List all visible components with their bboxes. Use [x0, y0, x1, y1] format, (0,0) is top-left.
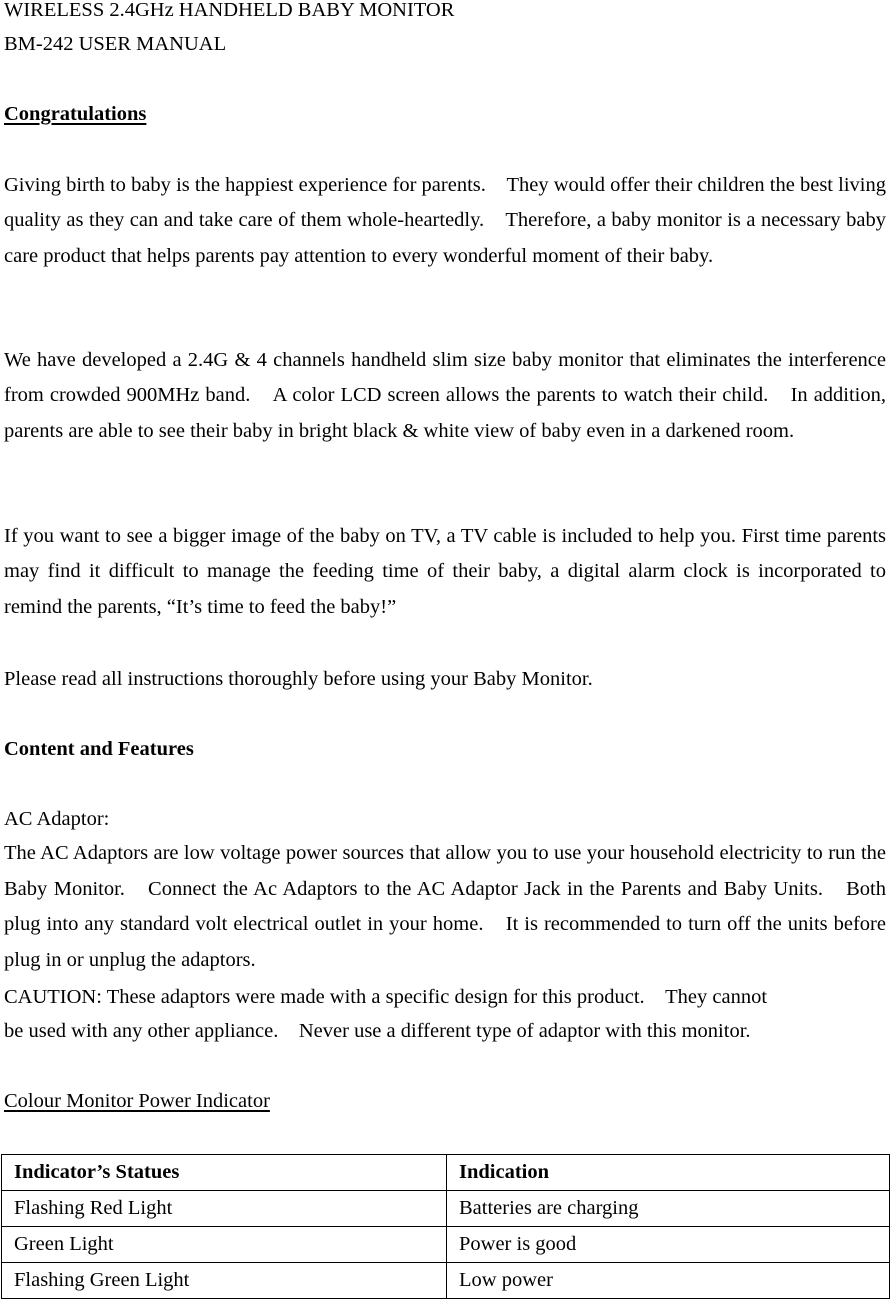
column-header-indication: Indication — [447, 1155, 890, 1191]
content-features-heading: Content and Features — [4, 738, 194, 760]
intro-paragraph-4: Please read all instructions thoroughly before using your Baby Monitor. — [4, 668, 593, 690]
doc-title-line2: BM-242 USER MANUAL — [4, 33, 227, 55]
power-indicator-table — [1, 1154, 890, 1299]
caution-line-2: be used with any other appliance. Never use a different type of adaptor with this monitor. — [4, 1020, 751, 1042]
power-indicator-heading: Colour Monitor Power Indicator — [4, 1090, 270, 1112]
doc-title-line1: WIRELESS 2.4GHz HANDHELD BABY MONITOR — [4, 0, 455, 21]
intro-paragraph-2: We have developed a 2.4G & 4 channels handheld slim size baby monitor that eliminates the interference from crowded 900MHz band. A color LCD screen allows the parents to watch their child. In addition, parents are able to see their baby in bright black & white view of baby even in a darkened room. — [4, 349, 886, 442]
caution-line-1: CAUTION: These adaptors were made with a specific design for this product. They cannot — [4, 986, 768, 1008]
table-header-row — [2, 1155, 890, 1191]
table-row — [2, 1191, 890, 1227]
table-row — [2, 1227, 890, 1263]
table-row — [2, 1263, 890, 1299]
ac-adaptor-label: AC Adaptor: — [4, 808, 110, 830]
indication-cell: Low power — [447, 1263, 890, 1299]
congratulations-heading: Congratulations — [4, 103, 147, 125]
status-cell: Flashing Red Light — [2, 1191, 447, 1227]
indication-cell: Batteries are charging — [447, 1191, 890, 1227]
intro-paragraph-3: If you want to see a bigger image of the baby on TV, a TV cable is included to help you. First time parents may find it difficult to manage the feeding time of their baby, a digital alarm clock is incorporated to remind the parents, “It’s time to feed the baby!” — [4, 525, 886, 618]
intro-paragraph-1: Giving birth to baby is the happiest experience for parents. They would offer their children the best living quality as they can and take care of them whole-heartedly. Therefore, a baby monitor is a necessary baby care product that helps parents pay attention to every wonderful moment of their baby. — [4, 174, 886, 267]
status-cell: Green Light — [2, 1227, 447, 1263]
status-cell: Flashing Green Light — [2, 1263, 447, 1299]
indication-cell: Power is good — [447, 1227, 890, 1263]
ac-adaptor-body: The AC Adaptors are low voltage power sources that allow you to use your household electricity to run the Baby Monitor. Connect the Ac Adaptors to the AC Adaptor Jack in the Parents and Baby Units. Both plug into any standard volt electrical outlet in your home. It is recommended to turn off the units before plug in or unplug the adaptors. — [4, 842, 886, 971]
column-header-status: Indicator’s Statues — [2, 1155, 447, 1191]
